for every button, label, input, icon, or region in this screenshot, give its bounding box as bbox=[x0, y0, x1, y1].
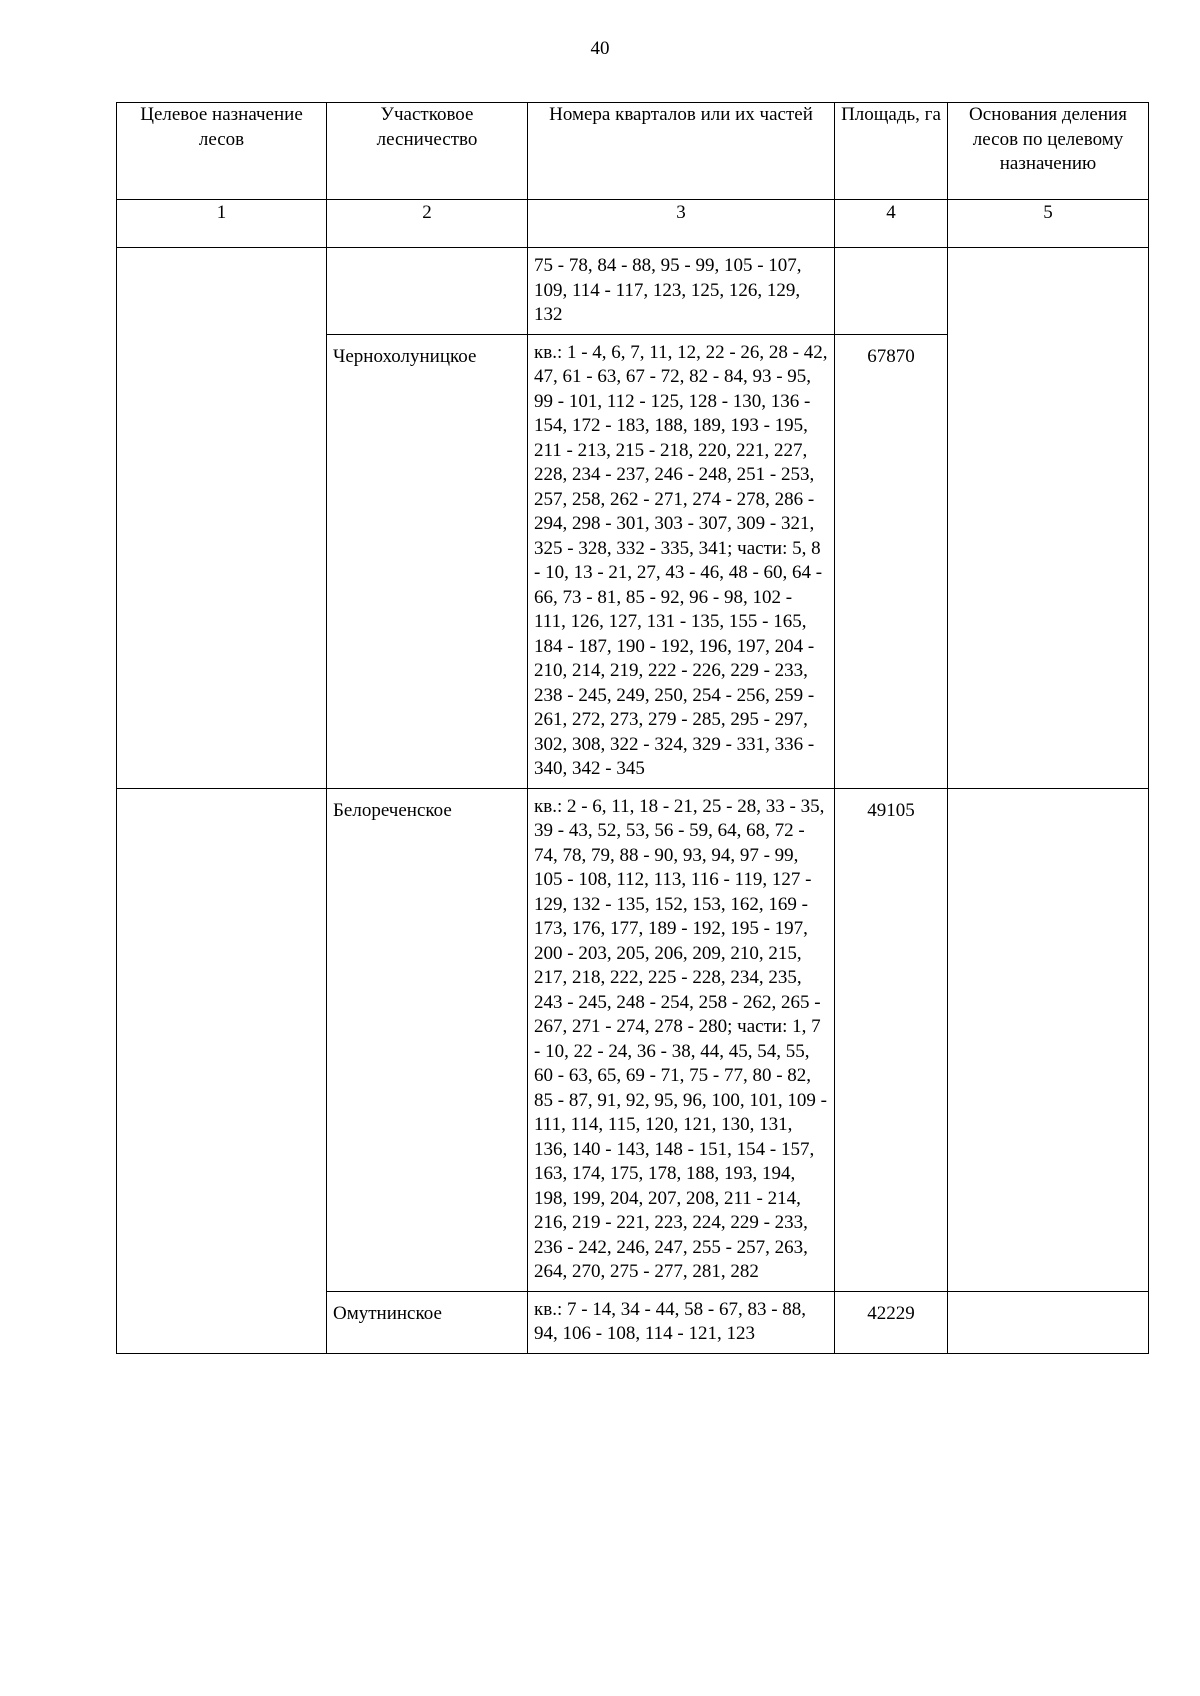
header-row bbox=[117, 103, 1149, 200]
basis-cell bbox=[948, 1291, 1149, 1353]
quarters-cell: кв.: 1 - 4, 6, 7, 11, 12, 22 - 26, 28 - 42, 47, 61 - 63, 67 - 72, 82 - 84, 93 - 95, 99 - 101, 112 - 125, 128 - 130, 136 - 154, 172 - 183, 188, 189, 193 - 195, 211 - 213, 215 - 218, 220, 221, 227, 228, 234 - 237, 246 - 248, 251 - 253, 257, 258, 262 - 271, 274 - 278, 286 - 294, 298 - 301, 303 - 307, 309 - 321, 325 - 328, 332 - 335, 341; части: 5, 8 - 10, 13 - 21, 27, 43 - 46, 48 - 60, 64 - 66, 73 - 81, 85 - 92, 96 - 98, 102 - 111, 126, 127, 131 - 135, 155 - 165, 184 - 187, 190 - 192, 196, 197, 204 - 210, 214, 219, 222 - 226, 229 - 233, 238 - 245, 249, 250, 254 - 256, 259 - 261, 272, 273, 279 - 285, 295 - 297, 302, 308, 322 - 324, 329 - 331, 336 - 340, 342 - 345 bbox=[528, 334, 835, 788]
area-cell: 42229 bbox=[835, 1291, 948, 1353]
column-number: 2 bbox=[327, 200, 528, 248]
column-number: 4 bbox=[835, 200, 948, 248]
column-number-row bbox=[117, 200, 1149, 248]
area-cell: 67870 bbox=[835, 334, 948, 788]
table-row bbox=[117, 788, 1149, 1291]
purpose-cell bbox=[117, 788, 327, 1353]
column-number: 5 bbox=[948, 200, 1149, 248]
forestry-cell: Омутнинское bbox=[327, 1291, 528, 1353]
quarters-cell: 75 - 78, 84 - 88, 95 - 99, 105 - 107, 109, 114 - 117, 123, 125, 126, 129, 132 bbox=[528, 248, 835, 335]
column-number: 1 bbox=[117, 200, 327, 248]
forestry-cell: Белореченское bbox=[327, 788, 528, 1291]
forestry-cell bbox=[327, 248, 528, 335]
area-cell bbox=[835, 248, 948, 335]
header-basis: Основания деления лесов по целевому назначению bbox=[948, 103, 1149, 200]
header-purpose: Целевое назначение лесов bbox=[117, 103, 327, 200]
header-area: Площадь, га bbox=[835, 103, 948, 200]
purpose-cell bbox=[117, 248, 327, 789]
table-row bbox=[117, 248, 1149, 335]
basis-cell bbox=[948, 788, 1149, 1291]
header-quarters: Номера кварталов или их частей bbox=[528, 103, 835, 200]
forestry-cell: Чернохолуницкое bbox=[327, 334, 528, 788]
page-number: 40 bbox=[590, 38, 610, 59]
quarters-cell: кв.: 7 - 14, 34 - 44, 58 - 67, 83 - 88, 94, 106 - 108, 114 - 121, 123 bbox=[528, 1291, 835, 1353]
header-forestry: Участковое лесничество bbox=[327, 103, 528, 200]
basis-cell bbox=[948, 248, 1149, 789]
forest-purpose-table bbox=[116, 102, 1149, 1354]
quarters-cell: кв.: 2 - 6, 11, 18 - 21, 25 - 28, 33 - 35, 39 - 43, 52, 53, 56 - 59, 64, 68, 72 - 74, 78, 79, 88 - 90, 93, 94, 97 - 99, 105 - 108, 112, 113, 116 - 119, 127 - 129, 132 - 135, 152, 153, 162, 169 - 173, 176, 177, 189 - 192, 195 - 197, 200 - 203, 205, 206, 209, 210, 215, 217, 218, 222, 225 - 228, 234, 235, 243 - 245, 248 - 254, 258 - 262, 265 - 267, 271 - 274, 278 - 280; части: 1, 7 - 10, 22 - 24, 36 - 38, 44, 45, 54, 55, 60 - 63, 65, 69 - 71, 75 - 77, 80 - 82, 85 - 87, 91, 92, 95, 96, 100, 101, 109 - 111, 114, 115, 120, 121, 130, 131, 136, 140 - 143, 148 - 151, 154 - 157, 163, 174, 175, 178, 188, 193, 194, 198, 199, 204, 207, 208, 211 - 214, 216, 219 - 221, 223, 224, 229 - 233, 236 - 242, 246, 247, 255 - 257, 263, 264, 270, 275 - 277, 281, 282 bbox=[528, 788, 835, 1291]
column-number: 3 bbox=[528, 200, 835, 248]
area-cell: 49105 bbox=[835, 788, 948, 1291]
